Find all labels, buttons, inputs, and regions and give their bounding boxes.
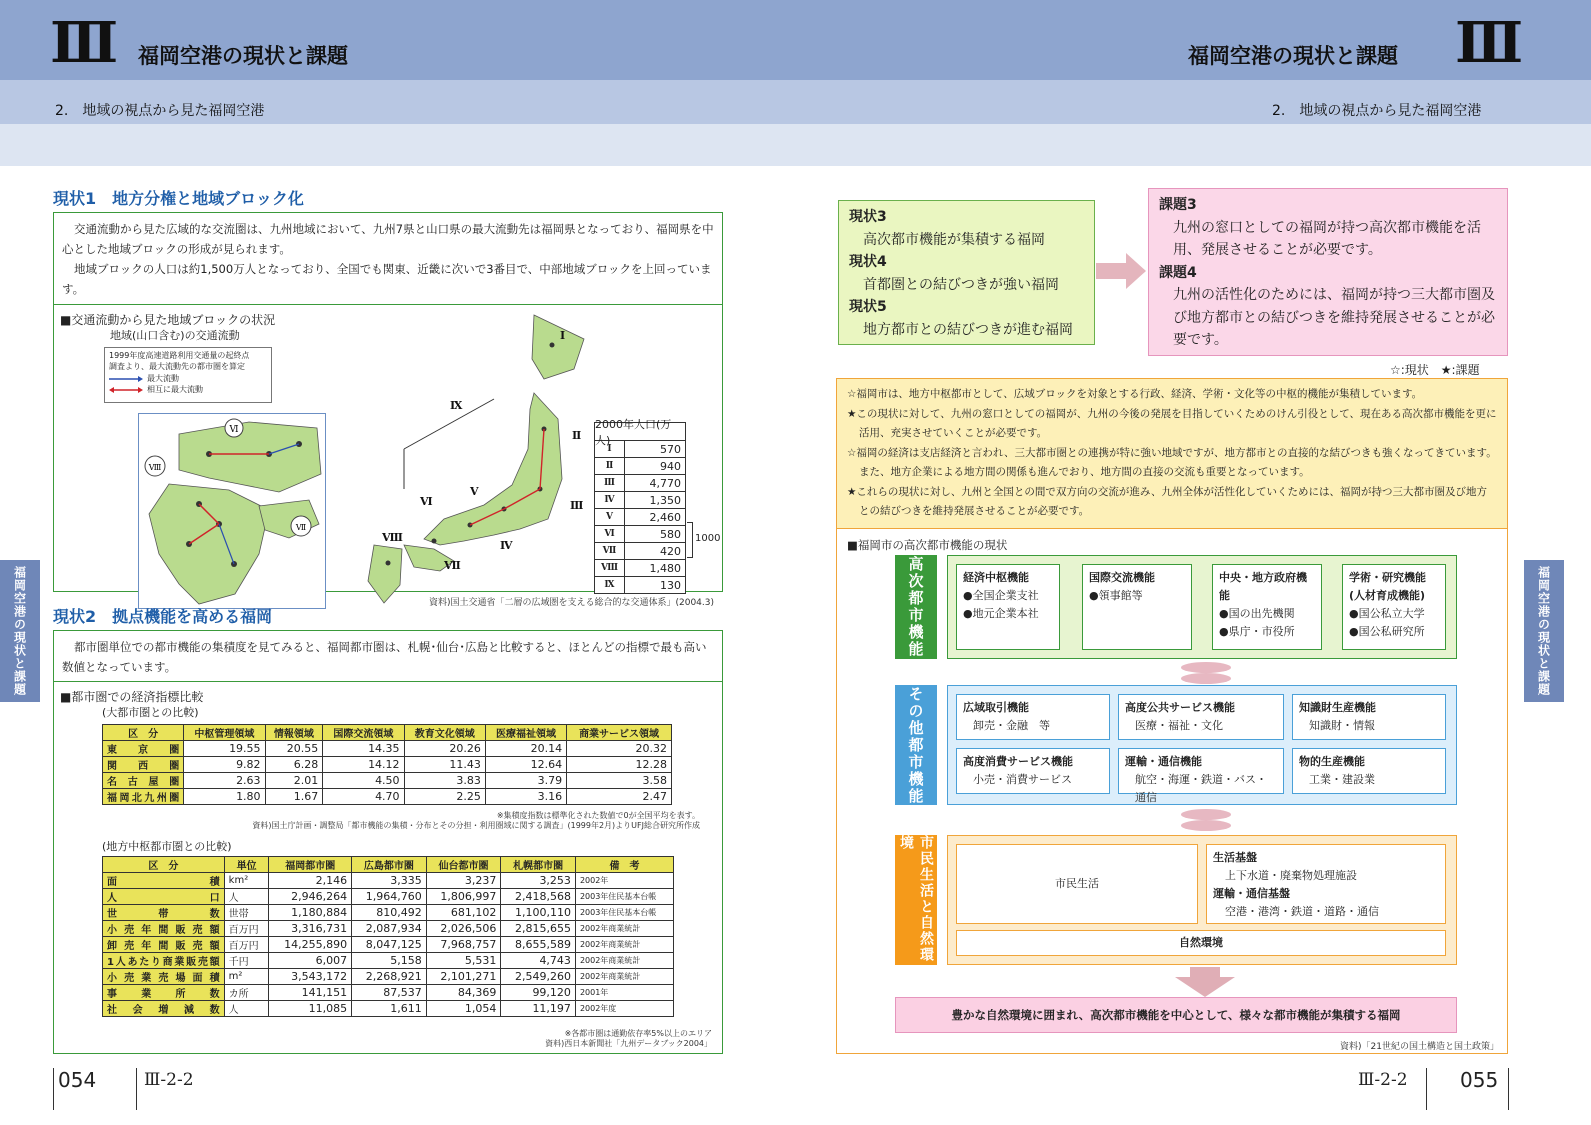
section2-title: 現状2 拠点機能を高める福岡 [53, 607, 273, 626]
summary-item: ★この現状に対して、九州の窓口としての福岡が、九州の今後の発展を目指していくためのけん引役として、現在ある高次都市機能を更に活用、充実させていくことが必要です。 [847, 407, 1497, 439]
legend-note-1: 1999年度高速道路利用交通量の起終点 [109, 351, 250, 360]
kyushu-inset-map [138, 413, 326, 609]
status4-head: 現状4 [849, 254, 887, 270]
inset-label-vi: Ⅵ [229, 425, 239, 435]
table2-caption: (地方中枢都市圏との比較) [102, 840, 232, 853]
legend-max-flow: 最大流動 [109, 373, 267, 384]
connector-oval [1181, 662, 1231, 673]
table-row: 東京圏 19.55 20.55 14.35 20.26 20.14 20.32 [103, 741, 672, 757]
table-row: 面積 km² 2,146 3,335 3,237 3,253 2002年 [103, 873, 674, 889]
band2-label: その他都市機能 [895, 685, 937, 805]
status5-head: 現状5 [849, 299, 887, 315]
pop-row: Ⅲ 4,770 [595, 474, 685, 491]
issue3-head: 課題3 [1159, 197, 1197, 213]
status-box [838, 200, 1095, 345]
page-number-left: 054 [58, 1068, 97, 1092]
legend-status-issue: ☆:現状 ★:課題 [1390, 363, 1480, 377]
section2-box [53, 630, 723, 1054]
footer-rule-left [53, 1068, 54, 1110]
international-function-box: 国際交流機能 ●領事館等 [1082, 564, 1192, 650]
table-row: 福岡北九州圏 1.80 1.67 4.70 2.25 3.16 2.47 [103, 789, 672, 805]
table-row: 関西圏 9.82 6.28 14.12 11.43 12.64 12.28 [103, 757, 672, 773]
table-regional-comparison [102, 856, 674, 1017]
band2-area [947, 685, 1457, 805]
physical-production-box: 物的生産機能 工業・建設業 [1292, 748, 1446, 794]
japan-map [344, 309, 594, 609]
table2-note: ※各都市圏は通勤依存率5%以上のエリア [564, 1029, 712, 1038]
connector-oval [1181, 820, 1231, 831]
natural-environment-box: 自然環境 [956, 930, 1446, 956]
map-legend [104, 347, 272, 403]
status5-body: 地方都市との結びつきが進む福岡 [863, 321, 1073, 338]
region-label-iv: Ⅳ [500, 539, 513, 552]
legend-mutual-flow: 相互に最大流動 [109, 384, 267, 395]
knowledge-production-box: 知識財生産機能 知識財・情報 [1292, 694, 1446, 740]
government-function-box: 中央・地方政府機能 ●国の出先機関 ●県庁・市役所 [1212, 564, 1322, 650]
summary-item: ☆福岡の経済は支店経済と言われ、三大都市圏との連携が特に強い地域ですが、地方都市との直接的な結びつきも強くなってきています。また、地方企業による地方間の関係も進んでおり、地方間の直接の交流も重要となっています。 [847, 446, 1497, 478]
band1-label: 高次都市機能 [895, 555, 937, 659]
inset-label-vii: Ⅶ [295, 523, 307, 532]
economic-function-box: 経済中枢機能 ●全国企業支社 ●地元企業本社 [956, 564, 1060, 650]
section-subtitle-left: 2. 地域の視点から見た福岡空港 [55, 103, 265, 119]
section-subtitle-right: 2. 地域の視点から見た福岡空港 [1272, 103, 1482, 119]
legend-note-2: 調査より、最大流動先の都市圏を算定 [109, 362, 245, 371]
inset-label-viii: Ⅷ [148, 463, 162, 472]
band3-area [947, 835, 1457, 965]
connector-oval [1181, 809, 1231, 820]
table1-note: ※集積度指数は標準化された数値で0が全国平均を表す。 [496, 811, 700, 820]
civic-life-box: 市民生活 [956, 844, 1198, 924]
issue4-head: 課題4 [1159, 264, 1197, 281]
transport-function-box: 運輸・通信機能 航空・海運・鉄道・バス・通信 [1118, 748, 1284, 794]
population-table [594, 417, 686, 594]
issue3-body: 九州の窓口としての福岡が持つ高次都市機能を活用、発展させることが必要です。 [1173, 219, 1481, 258]
arrow-down-icon [1175, 967, 1235, 997]
consumer-service-box: 高度消費サービス機能 小売・消費サービス [956, 748, 1110, 794]
chapter-title-left: 福岡空港の現状と課題 [138, 44, 348, 68]
status4-body: 首都圏との結びつきが強い福岡 [863, 276, 1059, 293]
pop-row: Ⅳ 1,350 [595, 491, 685, 508]
region-label-iii: Ⅲ [570, 499, 584, 512]
right-source: 資料)「21世紀の国土構造と国土政策」 [1340, 1042, 1499, 1052]
infrastructure-box: 生活基盤 上下水道・廃棄物処理施設 運輸・通信基盤 空港・港湾・鉄道・道路・通信 [1206, 844, 1446, 924]
footer-rule-right [1426, 1068, 1427, 1110]
page-code-right: Ⅲ-2-2 [1358, 1070, 1408, 1090]
page-code-left: Ⅲ-2-2 [144, 1070, 194, 1090]
map-subheading: 地域(山口含む)の交通流動 [110, 329, 240, 342]
region-label-viii: Ⅷ [382, 531, 403, 544]
population-table-title: 2000年人口(万人) [595, 417, 672, 447]
pop-bracket [687, 522, 693, 558]
page-number-right: 055 [1460, 1068, 1499, 1092]
side-tab-right[interactable]: 福岡空港の現状と課題 [1524, 560, 1564, 702]
wide-trade-box: 広域取引機能 卸売・金融 等 [956, 694, 1110, 740]
status3-body: 高次都市機能が集積する福岡 [863, 231, 1045, 248]
table1-source: 資料)国土庁計画・調整局「都市機能の集積・分布とその分担・利用圏域に関する調査」(1999年2月)よりUFJ総合研究所作成 [252, 821, 700, 830]
table-row: 人口 人 2,946,264 1,964,760 1,806,997 2,418,568 2003年住民基本台帳 [103, 889, 674, 905]
chapter-numeral-left: Ⅲ [50, 10, 115, 76]
map-heading: ■交通流動から見た地域ブロックの状況 [60, 313, 276, 327]
footer-rule-left-2 [136, 1068, 137, 1110]
table-row: 卸売年間販売額 百万円 14,255,890 8,047,125 7,968,757 8,655,589 2002年商業統計 [103, 937, 674, 953]
summary-box [837, 379, 1507, 529]
map-source: 資料)国土交通省「二層の広域圏を支える総合的な交通体系」(2004.3) [428, 598, 714, 608]
table1-caption: (大都市圏との比較) [102, 706, 199, 719]
band3-label: 市民生活と自然環境 [895, 835, 937, 965]
section1-text2: 地域ブロックの人口は約1,500万人となっており、全国でも関東、近畿に次いで3番目で、中部地域ブロックを上回っています。 [62, 262, 712, 296]
econ-area [54, 681, 722, 1053]
academic-function-box: 学術・研究機能 (人材育成機能) ●国公私立大学 ●国公私研究所 [1342, 564, 1446, 650]
region-label-i: Ⅰ [560, 329, 566, 342]
section1-title: 現状1 地方分権と地域ブロック化 [53, 189, 304, 208]
section1-text1: 交通流動から見た広域的な交流圏は、九州地域において、九州7県と山口県の最大流動先は福岡県となっており、福岡県を中心とした地域ブロックの形成が見られます。 [62, 222, 714, 256]
chapter-title-right: 福岡空港の現状と課題 [1188, 44, 1398, 68]
table-row: 名古屋圏 2.63 2.01 4.50 3.83 3.79 3.58 [103, 773, 672, 789]
section1-box [53, 212, 723, 608]
region-label-vii: Ⅶ [444, 559, 461, 572]
pop-row: Ⅵ 580 [595, 525, 685, 542]
public-service-box: 高度公共サービス機能 医療・福祉・文化 [1118, 694, 1284, 740]
pop-row: Ⅴ 2,460 [595, 508, 685, 525]
conclusion-box: 豊かな自然環境に囲まれ、高次都市機能を中心として、様々な都市機能が集積する福岡 [895, 997, 1457, 1033]
issue-box [1148, 188, 1508, 356]
table2-header: 区 分 単位 福岡都市圏 広島都市圏 仙台都市圏 札幌都市圏 備 考 [103, 857, 674, 873]
summary-item: ☆福岡市は、地方中枢都市として、広域ブロックを対象とする行政、経済、学術・文化等の中枢的機能が集積しています。 [847, 388, 1423, 400]
connector-oval [1181, 673, 1231, 684]
issue4-body: 九州の活性化のためには、福岡が持つ三大都市圏及び地方都市との結びつきを維持発展させることが必要です。 [1173, 287, 1495, 348]
table-row: 世帯数 世帯 1,180,884 810,492 681,102 1,100,110 2003年住民基本台帳 [103, 905, 674, 921]
pop-row: Ⅷ 1,480 [595, 559, 685, 576]
summary-item: ★これらの現状に対し、九州と全国との間で双方向の交流が進み、九州全体が活性化していくためには、福岡が持つ三大都市圏及び地方との結びつきを維持発展させることが必要です。 [847, 485, 1488, 517]
pop-row: Ⅶ 420 [595, 542, 685, 559]
map-area [54, 304, 722, 610]
side-tab-left[interactable]: 福岡空港の現状と課題 [0, 560, 40, 702]
table-row: 小売年間販売額 百万円 3,316,731 2,087,934 2,026,506 2,815,655 2002年商業統計 [103, 921, 674, 937]
table-row: 社会増減数 人 11,085 1,611 1,054 11,197 2002年度 [103, 1001, 674, 1017]
band1-area [947, 555, 1457, 659]
table-row: 事業所数 カ所 141,151 87,537 84,369 99,120 2001年 [103, 985, 674, 1001]
footer-rule-right-2 [1508, 1068, 1509, 1110]
table2-source: 資料)西日本新聞社「九州データブック2004」 [545, 1039, 712, 1048]
region-label-ii: Ⅱ [572, 429, 582, 442]
region-label-vi: Ⅵ [420, 495, 433, 508]
table-metro-comparison [102, 724, 672, 805]
pop-row: Ⅰ 570 [595, 440, 685, 457]
pop-row: Ⅸ 130 [595, 576, 685, 593]
chapter-numeral-right: Ⅲ [1455, 10, 1520, 76]
header-strip [0, 124, 1591, 166]
econ-heading: ■都市圏での経済指標比較 [60, 690, 204, 704]
region-label-v: Ⅴ [470, 485, 479, 498]
region-label-ix: Ⅸ [450, 399, 463, 412]
status3-head: 現状3 [849, 209, 887, 225]
table-row: 小売業売場面積 m² 3,543,172 2,268,921 2,101,271 2,549,260 2002年商業統計 [103, 969, 674, 985]
table-row: 1人あたり商業販売額 千円 6,007 5,158 5,531 4,743 2002年商業統計 [103, 953, 674, 969]
pop-bracket-value: 1000 [695, 533, 721, 544]
arrow-right-icon [1096, 253, 1146, 289]
table1-header: 区 分 中枢管理領域 情報領域 国際交流領域 教育文化領域 医療福祉領域 商業サービス領域 [103, 725, 672, 741]
pop-row: Ⅱ 940 [595, 457, 685, 474]
section2-text: 都市圏単位での都市機能の集積度を見てみると、福岡都市圏は、札幌･仙台･広島と比較すると、ほとんどの指標で最も高い数値となっています。 [62, 640, 707, 674]
function-heading: ■福岡市の高次都市機能の現状 [847, 538, 1008, 552]
right-main-box [836, 378, 1508, 1054]
